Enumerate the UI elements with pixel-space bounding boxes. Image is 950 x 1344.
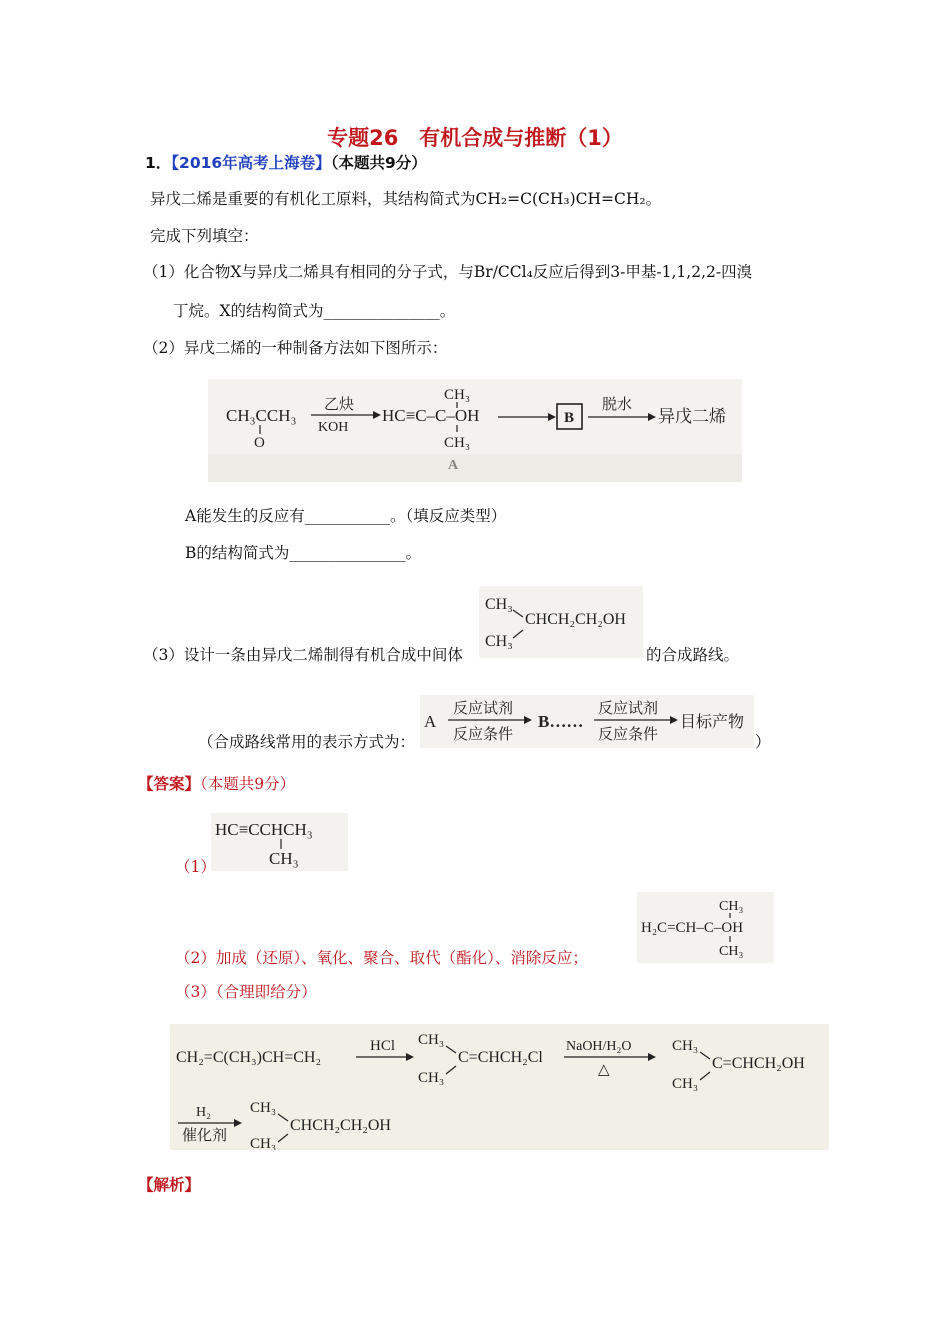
route-p3-ch3-bottom: CH₃ [250, 1136, 277, 1150]
question-header [145, 153, 427, 173]
question-score: （本题共9分） [330, 154, 427, 172]
scheme-start-o: O [254, 435, 265, 451]
intermediate-ch3-bottom: CH₃ [485, 633, 513, 650]
route-example-b: B…… [538, 712, 584, 731]
route-p2-ch3-bottom: CH₃ [672, 1076, 699, 1092]
route-step2-top: NaOH/H₂O [566, 1039, 632, 1054]
route-p1-ch3-bottom: CH₃ [418, 1070, 445, 1086]
route-note-after: ） [755, 733, 771, 751]
question-source: 【2016年高考上海卷】 [171, 154, 331, 172]
question-intro: 异戊二烯是重要的有机化工原料，其结构简式为CH₂=C(CH₃)CH=CH₂。 [150, 190, 662, 208]
part1-line2: 丁烷。X的结构简式为_______________。 [173, 302, 456, 320]
answer2-ch3-bottom: CH₃ [719, 944, 744, 959]
route-start: CH₂=C(CH₃)CH=CH₂ [176, 1049, 322, 1066]
route-p3-ch3-top: CH₃ [250, 1100, 277, 1116]
answer1-branch: CH₃ [269, 849, 299, 868]
scheme-dehydrate: 脱水 [602, 397, 633, 413]
answer-header [138, 774, 295, 794]
answer2-structure-image [637, 892, 774, 963]
scheme-target: 异戊二烯 [658, 407, 726, 426]
scheme-start: CH₃CCH₃ [226, 406, 297, 425]
intermediate-ch3-top: CH₃ [485, 596, 513, 613]
intermediate-structure-image [479, 586, 643, 658]
route-step3-top: H₂ [196, 1105, 211, 1120]
answer2-ch3-top: CH₃ [719, 899, 744, 914]
question-instruction: 完成下列填空： [150, 227, 259, 245]
page-title: 专题26 有机合成与推断（1） [327, 126, 623, 150]
part3-before: （3）设计一条由异戊二烯制得有机合成中间体 [143, 646, 463, 664]
answer-score: （本题共9分） [200, 775, 296, 793]
route-example-condition-1: 反应条件 [453, 727, 514, 743]
route-example-a: A [424, 712, 437, 731]
scheme-ch3-top: CH₃ [444, 387, 471, 403]
scheme-ch3-bottom: CH₃ [444, 435, 471, 451]
part2-intro: （2）异戊二烯的一种制备方法如下图所示： [143, 339, 448, 357]
part2-question-b: B的结构简式为_______________。 [185, 544, 422, 562]
route-p1-main: C=CHCH₂Cl [458, 1049, 543, 1066]
part1-line1: （1）化合物X与异戊二烯具有相同的分子式，与Br/CCl₄反应后得到3-甲基-1,1,2,2-四溴 [143, 263, 753, 281]
answer1-structure-image [211, 813, 348, 871]
answer3-text: （3）（合理即给分） [175, 983, 317, 1001]
route-p3-main: CHCH₂CH₂OH [290, 1117, 391, 1134]
route-step3-bottom: 催化剂 [182, 1128, 228, 1144]
route-note-before: （合成路线常用的表示方式为： [198, 733, 416, 751]
route-example-reagent-1: 反应试剂 [453, 701, 514, 717]
scheme-box-b: B [564, 410, 575, 426]
route-p2-ch3-top: CH₃ [672, 1038, 699, 1054]
answer3-route-image [170, 1024, 829, 1150]
route-p1-ch3-top: CH₃ [418, 1032, 445, 1048]
answer1-main: HC≡CCHCH₃ [215, 820, 313, 839]
route-step1: HCl [370, 1038, 396, 1054]
route-notation-image [420, 695, 754, 748]
question-number: 1． [145, 154, 172, 172]
answer2-main: H₂C=CH–C–OH [641, 920, 744, 936]
scheme-reagent-top: 乙炔 [324, 397, 355, 413]
intermediate-main: CHCH₂CH₂OH [525, 611, 626, 628]
answer2-text: （2）加成（还原）、氧化、聚合、取代（酯化）、消除反应； [175, 949, 588, 967]
scheme-reagent-bottom: KOH [318, 420, 349, 435]
route-step2-bottom: △ [598, 1062, 610, 1078]
route-example-target: 目标产物 [680, 714, 745, 731]
route-example-condition-2: 反应条件 [598, 727, 659, 743]
analysis-label: 【解析】 [138, 1176, 201, 1194]
scheme-product-a: HC≡C–C–OH [382, 406, 480, 425]
route-example-reagent-2: 反应试剂 [598, 701, 659, 717]
synthesis-scheme-image [208, 379, 742, 482]
route-p2-main: C=CHCH₂OH [712, 1055, 805, 1072]
part2-question-a: A能发生的反应有___________。（填反应类型） [185, 507, 507, 525]
part3-after: 的合成路线。 [646, 646, 740, 664]
answer-label: 【答案】 [138, 775, 201, 793]
answer1-label: （1） [175, 858, 216, 876]
